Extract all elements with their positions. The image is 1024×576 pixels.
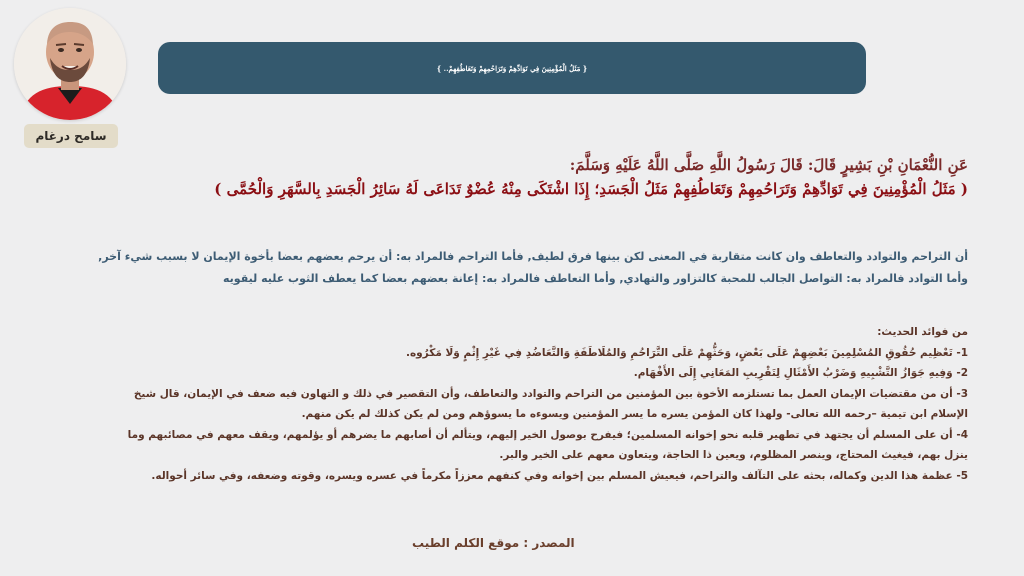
explanation — [38, 246, 968, 290]
avatar-illustration — [14, 8, 126, 120]
benefit-line: الإسلام ابن تيمية –رحمه الله تعالى- ولهذا كان المؤمن يسره ما يسر المؤمنين ويسوءه ما يسوؤهم ومن لم يكن كذلك لم يكن منهم. — [301, 408, 968, 420]
page-title: { مَثَلُ الْمُؤْمِنِينَ فِي تَوَادِّهِمْ وَتَرَاحُمِهِمْ وَتَعَاطُفِهِمْ.. } — [158, 42, 866, 94]
benefit-line: 3- أن من مقتضيات الإيمان العمل بما تستلزمه الأخوة بين المؤمنين من التراحم والتوادد والتعاطف، وأن التقصير في ذلك و التهاون فيه ضعف في الإيمان، قال شيخ — [133, 387, 968, 400]
hadith-intro: عَنِ النُّعْمَانِ بْنِ بَشِيرٍ قَالَ: قَالَ رَسُولُ اللَّهِ صَلَّى اللَّهُ عَلَيْهِ وَسَلَّمَ: — [569, 156, 968, 174]
author-name: سامح درغام — [24, 124, 118, 148]
author-photo — [14, 8, 132, 126]
benefit-line: 1- تَعْظِيم حُقُوقِ المُسْلِمِينَ بَعْضِهِمْ عَلَى بَعْضٍ، وَحَثُّهِمْ عَلَى التَّرَاحُمِ وَالمُلَاطَفَةِ وَالتَّعَاضُدِ فِي غَيْرِ إِثْمٍ وَلَا مَكْرُوه. — [405, 346, 968, 359]
benefit-line: 4- أن على المسلم أن يجتهد في تطهير قلبه نحو إخوانه المسلمين؛ فيفرح بوصول الخير إليهم، ويتألم أن أصابهم ما يضرهم أو يؤلمهم، ويقف معهم في مصائبهم وما — [127, 428, 968, 441]
benefit-line: ينزل بهم، فيغيث المحتاج، وينصر المظلوم، ويعين ذا الحاجة، ويتعاون معهم على الخير والبر. — [499, 449, 968, 461]
benefits-section — [38, 322, 968, 486]
explanation-line: وأما التوادد فالمراد به: التواصل الجالب للمحبة كالتزاور والتهادي, وأما التعاطف فالمراد به: إعانة بعضهم بعضا كما يعطف الثوب عليه ليقويه — [223, 272, 968, 285]
benefits-heading: من فوائد الحديث: — [877, 326, 968, 338]
benefit-line: 5- عظمة هذا الدين وكماله، بحثه على التآلف والتراحم، فيعيش المسلم بين إخوانه وفي كنفهم معززاً مكرماً في عسره ويسره، وقوته وضعفه، وفي سائر أحواله. — [151, 469, 968, 482]
benefit-line: 2- وَفِيهِ جَوَازُ التَّشْبِيهِ وَضَرْبُ الأَمْثَالِ لِتَقْرِيبِ المَعَانِي إِلَى الأَفْهَام. — [633, 367, 968, 379]
explanation-line: أن التراحم والتوادد والتعاطف وان كانت متقاربة في المعنى لكن بينها فرق لطيف, فأما التراحم فالمراد به: أن يرحم بعضهم بعضا بأخوة الإيمان لا بسبب شيء آخر, — [98, 250, 968, 263]
avatar — [14, 8, 126, 120]
source-credit: المصدر : موقع الكلم الطيب — [412, 536, 575, 550]
hadith-text: ( مَثَلُ الْمُؤْمِنِينَ فِي تَوَادِّهِمْ وَتَرَاحُمِهِمْ وَتَعَاطُفِهِمْ مَثَلُ الْجَسَدِ؛ إِذَا اشْتَكَى مِنْهُ عُضْوٌ تَدَاعَى لَهُ سَائِرُ الْجَسَدِ بِالسَّهَرِ وَالْحُمَّى ) — [214, 180, 968, 198]
